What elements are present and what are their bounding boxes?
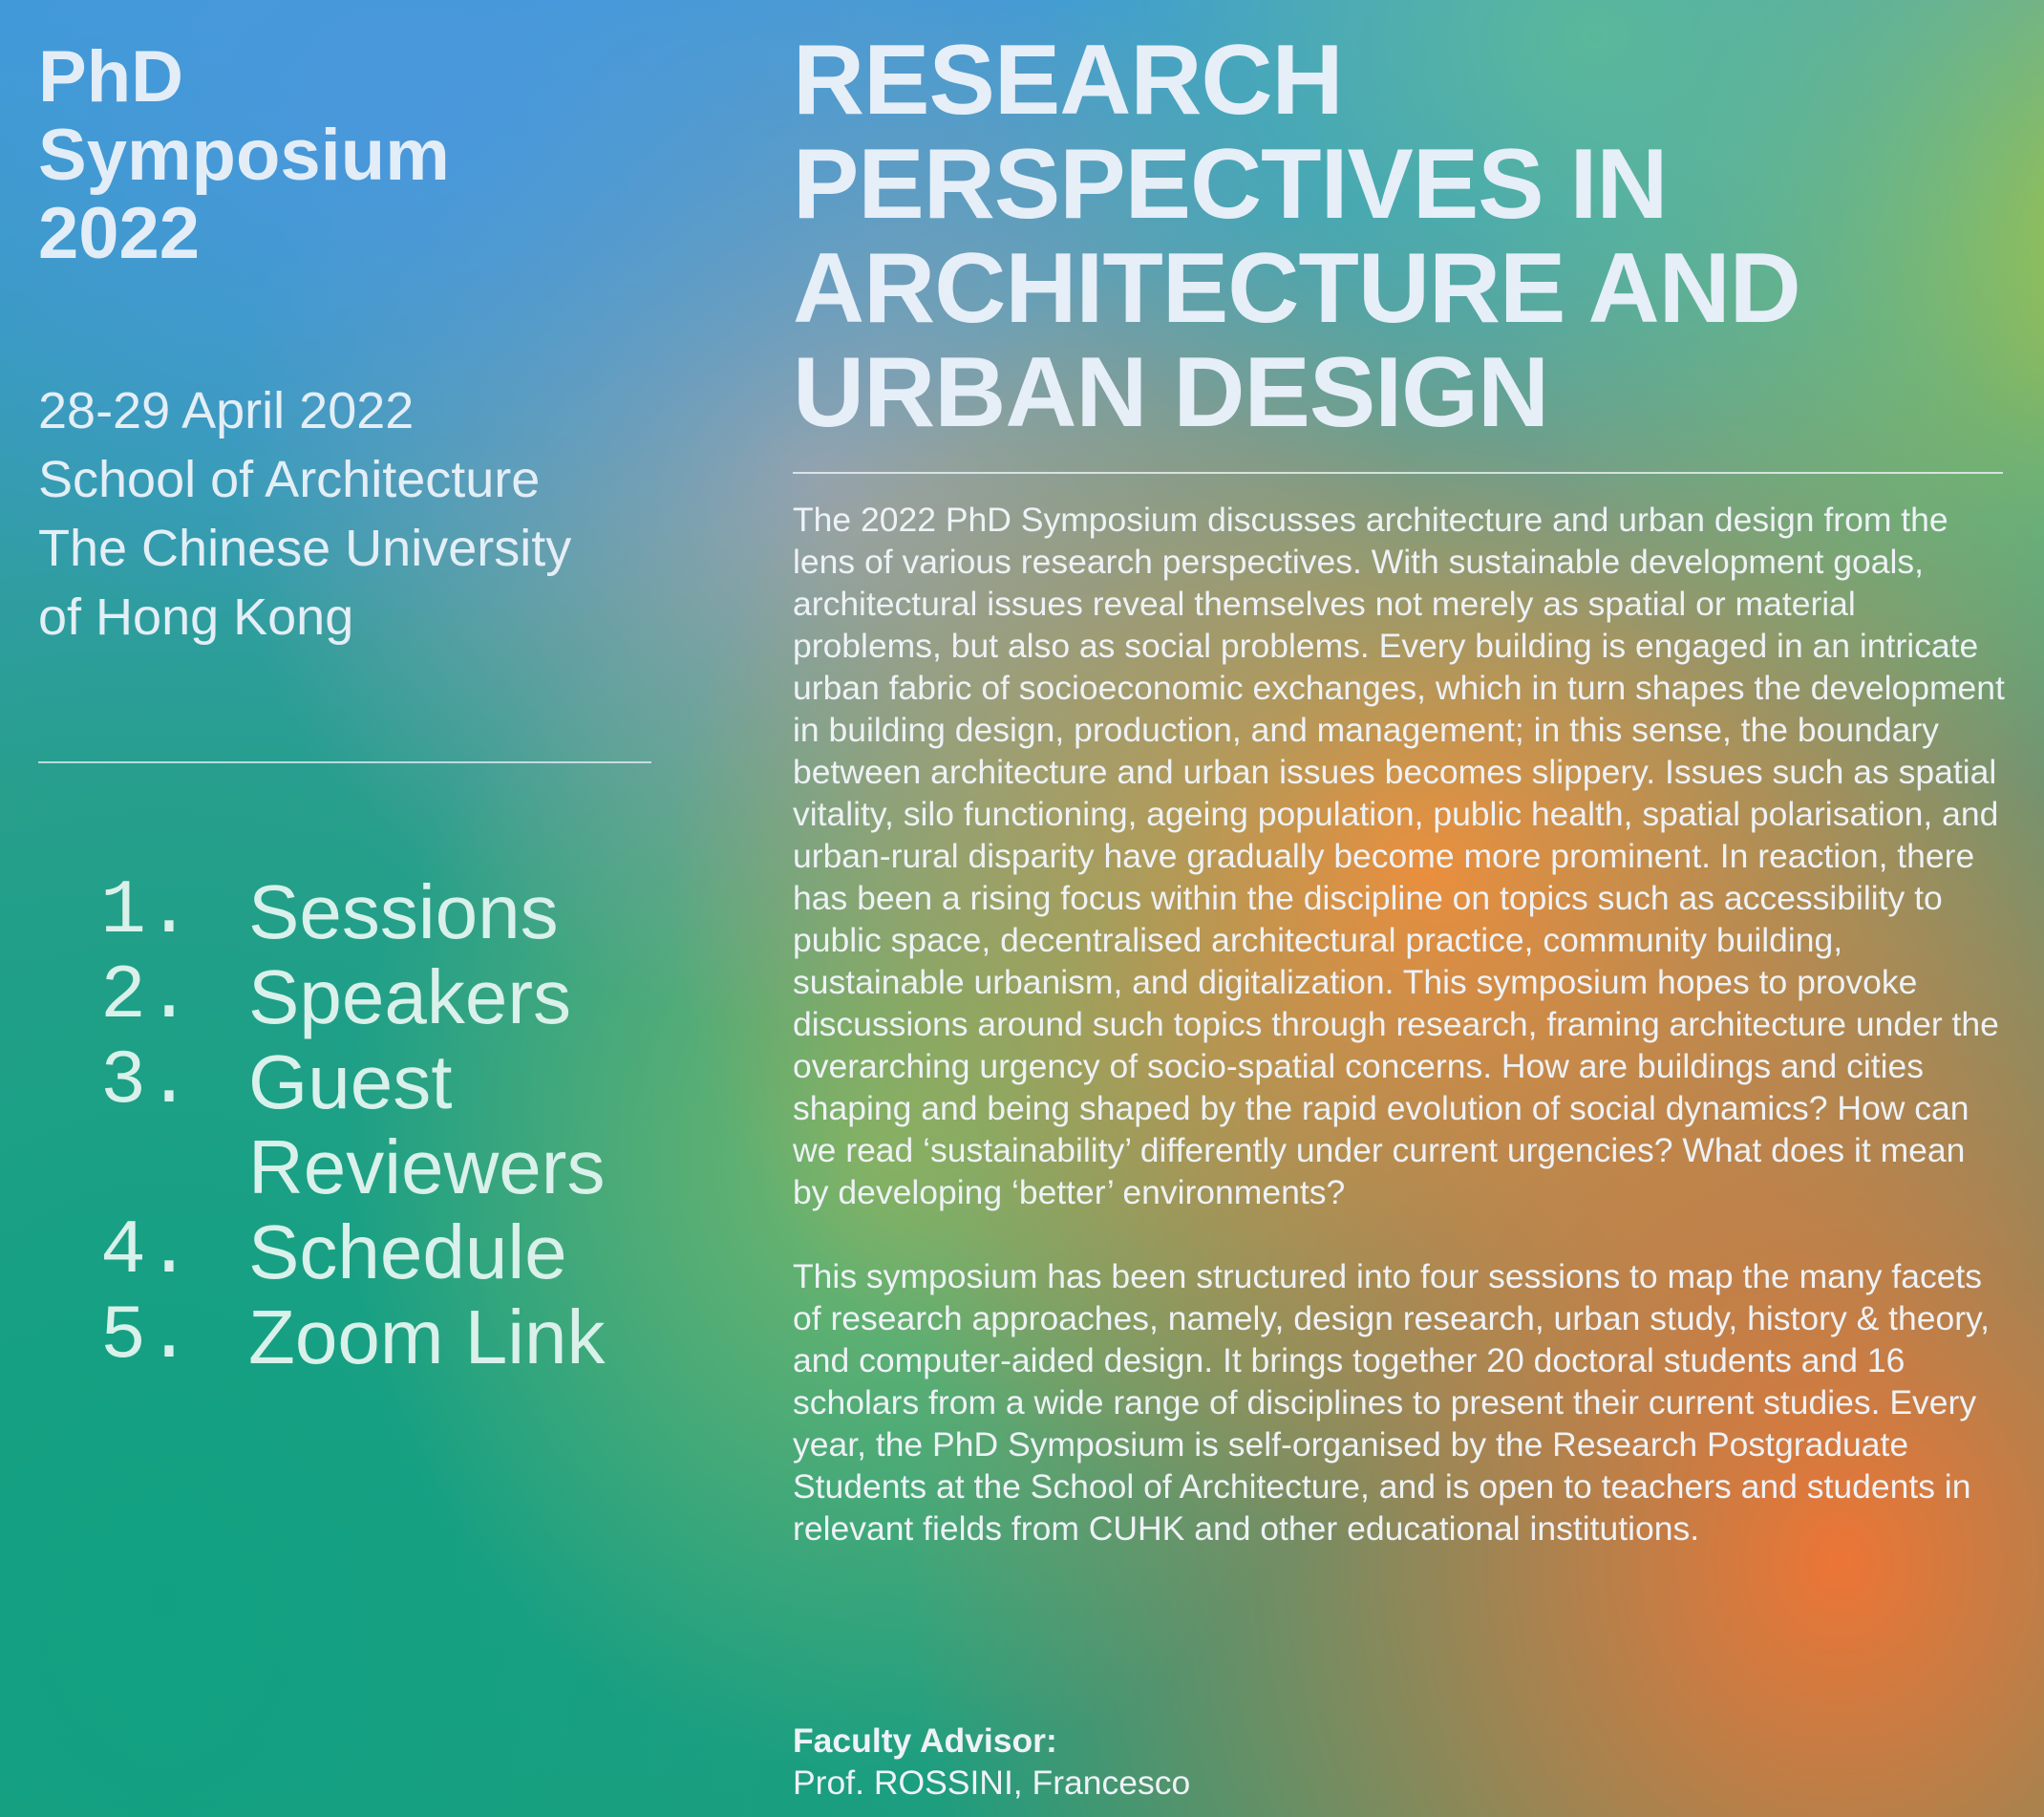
page-title-line: URBAN DESIGN bbox=[793, 337, 1549, 448]
page-title-line: RESEARCH bbox=[793, 25, 1343, 136]
symposium-title bbox=[38, 38, 707, 273]
faculty-advisor-name: Prof. ROSSINI, Francesco bbox=[793, 1764, 1191, 1802]
nav-item-label: Sessions bbox=[248, 869, 559, 954]
nav-item-schedule[interactable] bbox=[100, 1209, 692, 1294]
nav-item-sessions[interactable] bbox=[100, 869, 692, 954]
description-paragraph: This symposium has been structured into four sessions to map the many facets of research approaches, namely, design research, urban study, history & theory, and computer-aided design. It brings together 20 doctoral students and 16 scholars from a wide range of disciplines to present their current studies. Every year, the PhD Symposium is self-organised by the Research Postgraduate Students at the School of Architecture, and is open to teachers and students in relevant fields from CUHK and other educational institutions. bbox=[793, 1257, 1991, 1548]
title-divider bbox=[793, 472, 2003, 474]
page-title-line: ARCHITECTURE AND bbox=[793, 233, 1800, 344]
symposium-title-line: Symposium bbox=[38, 115, 450, 196]
page-title-line: PERSPECTIVES IN bbox=[793, 129, 1668, 240]
event-venue-line: of Hong Kong bbox=[38, 588, 354, 646]
nav-item-label: Schedule bbox=[248, 1209, 567, 1294]
nav-item-number: 2. bbox=[100, 953, 193, 1040]
event-venue-line: The Chinese University bbox=[38, 520, 572, 577]
event-info bbox=[38, 376, 688, 652]
page-title bbox=[793, 25, 1996, 448]
nav-item-speakers[interactable] bbox=[100, 954, 692, 1039]
event-date: 28-29 April 2022 bbox=[38, 382, 415, 439]
description bbox=[793, 499, 2006, 1550]
description-paragraph: The 2022 PhD Symposium discusses architecture and urban design from the lens of various research perspectives. With sustainable development goals, architectural issues reveal themselves not merely as spatial or material problems, but also as social problems. Every building is engaged in an intricate urban fabric of socioeconomic exchanges, which in turn shapes the development in building design, production, and management; in this sense, the boundary between architecture and urban issues becomes slippery. Issues such as spatial vitality, silo functioning, ageing population, public health, spatial polarisation, and urban-rural disparity have gradually become more prominent. In reaction, there has been a rising focus within the discipline on topics such as accessibility to public space, decentralised architectural practice, community building, sustainable urbanism, and digitalization. This symposium hopes to provoke discussions around such topics through research, framing architecture under the overarching urgency of socio-spatial concerns. How are buildings and cities shaping and being shaped by the rapid evolution of social dynamics? How can we read ‘sustainability’ differently under current urgencies? What does it mean by developing ‘better’ environments? bbox=[793, 501, 2005, 1211]
symposium-title-line: 2022 bbox=[38, 193, 201, 274]
nav-item-label: Guest Reviewers bbox=[248, 1039, 606, 1209]
nav-item-number: 4. bbox=[100, 1208, 193, 1295]
nav-item-guest-reviewers[interactable] bbox=[100, 1039, 692, 1209]
faculty-advisor-label: Faculty Advisor: bbox=[793, 1721, 1057, 1760]
nav-item-number: 5. bbox=[100, 1293, 193, 1380]
nav-item-number: 1. bbox=[100, 868, 193, 955]
sidebar-divider bbox=[38, 761, 651, 763]
event-venue-line: School of Architecture bbox=[38, 451, 541, 508]
nav-item-number: 3. bbox=[100, 1038, 193, 1125]
nav-item-label: Speakers bbox=[248, 954, 571, 1039]
nav-item-zoom-link[interactable] bbox=[100, 1294, 692, 1379]
nav-item-label: Zoom Link bbox=[248, 1294, 606, 1379]
sidebar-nav bbox=[100, 869, 692, 1379]
faculty-advisor bbox=[793, 1720, 1652, 1804]
symposium-title-line: PhD bbox=[38, 36, 183, 118]
